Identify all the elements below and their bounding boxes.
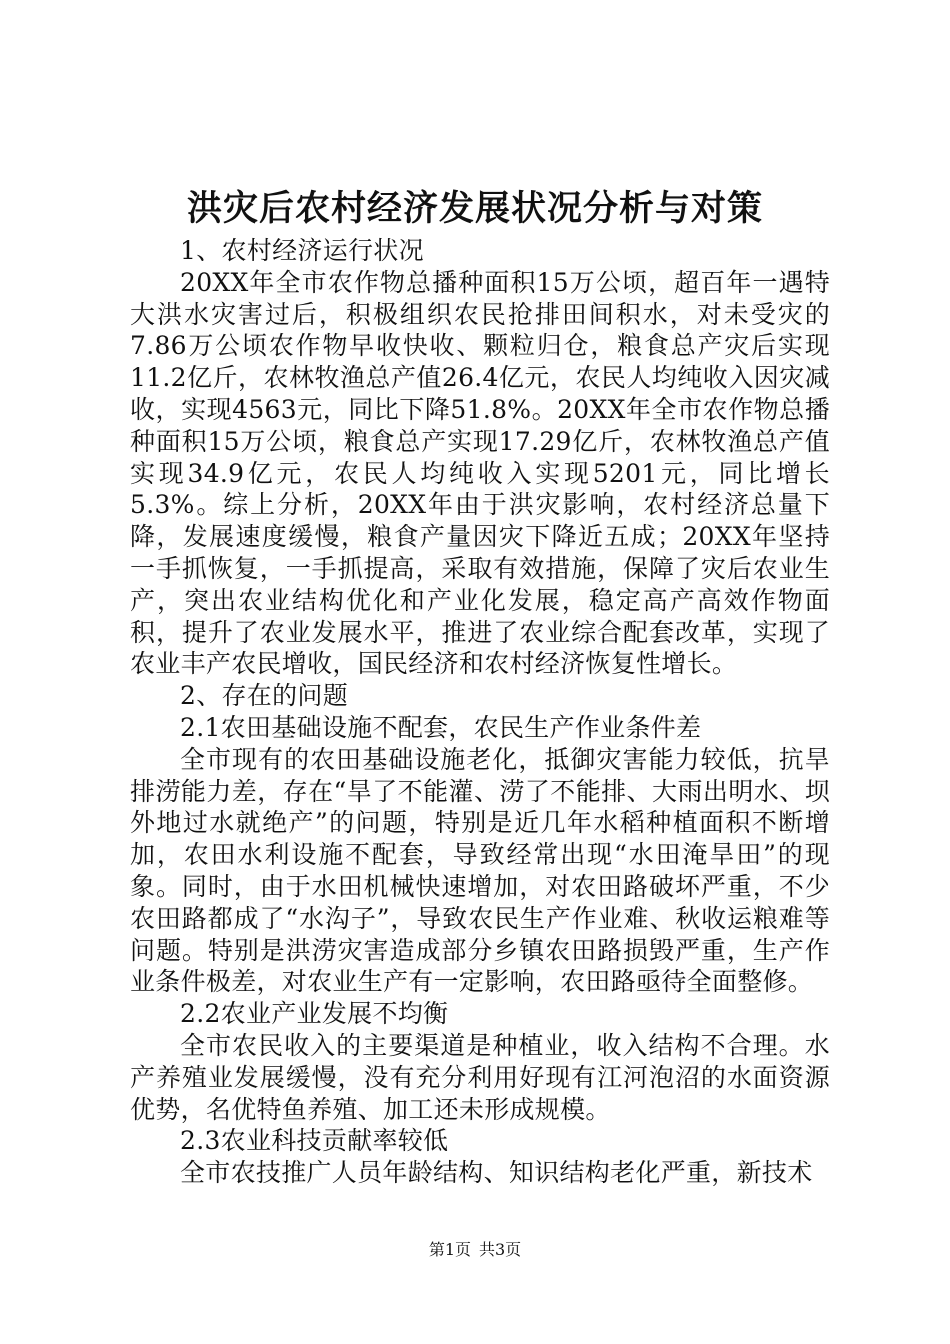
body-paragraph: 20XX年全市农作物总播种面积15万公顷，超百年一遇特大洪水灾害过后，积极组织农民抢排田间积水，对未受灾的7.86万公顷农作物早收快收、颗粒归仓，粮食总产灾后实现11.2亿斤，农林牧渔总产值26.4亿元，农民人均纯收入因灾减收，实现4563元，同比下降51.8%。20XX年全市农作物总播种面积15万公顷，粮食总产实现17.29亿斤，农林牧渔总产值实现34.9亿元，农民人均纯收入实现5201元，同比增长5.3%。综上分析，20XX年由于洪灾影响，农村经济总量下降，发展速度缓慢，粮食产量因灾下降近五成；20XX年坚持一手抓恢复，一手抓提高，采取有效措施，保障了灾后农业生产，突出农业结构优化和产业化发展，稳定高产高效作物面积，提升了农业发展水平，推进了农业综合配套改革，实现了农业丰产农民增收，国民经济和农村经济恢复性增长。 <box>130 267 830 679</box>
section-heading: 1、农村经济运行状况 <box>180 236 424 265</box>
body-paragraph: 全市农技推广人员年龄结构、知识结构老化严重，新技术 <box>180 1158 813 1188</box>
body-paragraph: 全市现有的农田基础设施老化，抵御灾害能力较低，抗旱排涝能力差，存在“旱了不能灌、涝了不能排、大雨出明水、坝外地过水就绝产”的问题，特别是近几年水稻种植面积不断增加，农田水利设施不配套，导致经常出现“水田淹旱田”的现象。同时，由于水田机械快速增加，对农田路破坏严重，不少农田路都成了“水沟子”，导致农民生产作业难、秋收运粮难等问题。特别是洪涝灾害造成部分乡镇农田路损毁严重，生产作业条件极差，对农业生产有一定影响，农田路亟待全面整修。 <box>130 744 830 997</box>
page-number: 第1页 <box>428 1240 471 1259</box>
body-paragraph: 全市农民收入的主要渠道是种植业，收入结构不合理。水产养殖业发展缓慢，没有充分利用好现有江河泡沼的水面资源优势，名优特鱼养殖、加工还未形成规模。 <box>130 1030 830 1124</box>
subsection-heading: 2.1农田基础设施不配套，农民生产作业条件差 <box>180 712 702 742</box>
section-heading: 2、存在的问题 <box>180 681 349 711</box>
subsection-heading: 2.3农业科技贡献率较低 <box>180 1126 449 1156</box>
page-total: 共3页 <box>479 1240 522 1259</box>
document-title: 洪灾后农村经济发展状况分析与对策 <box>186 188 763 229</box>
subsection-heading: 2.2农业产业发展不均衡 <box>180 999 449 1029</box>
document-body <box>130 235 830 1189</box>
page-footer <box>0 1240 950 1260</box>
